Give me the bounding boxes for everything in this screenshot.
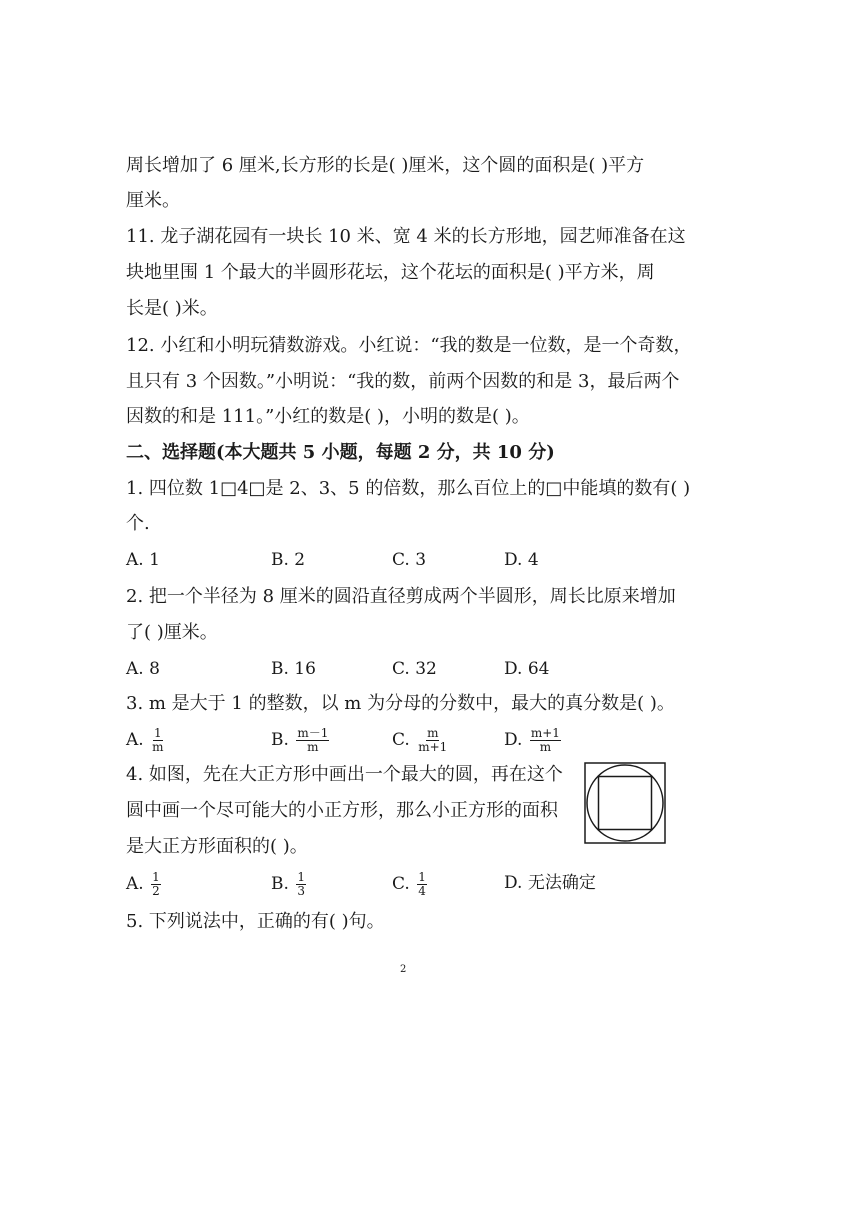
option-a: A. 1 bbox=[126, 550, 160, 570]
option-a: A. 8 bbox=[126, 659, 160, 679]
choice-question-2: 了( )厘米。 bbox=[126, 622, 218, 643]
question-11-line: 11. 龙子湖花园有一块长 10 米、宽 4 米的长方形地，园艺师准备在这 bbox=[126, 226, 686, 247]
option-label: A. bbox=[126, 730, 144, 750]
numerator: m+1 bbox=[530, 726, 560, 740]
fraction bbox=[151, 871, 161, 898]
question-12-line: 且只有 3 个因数。”小明说：“我的数，前两个因数的和是 3，最后两个 bbox=[126, 371, 680, 392]
option-d bbox=[504, 727, 561, 754]
option-a bbox=[126, 871, 161, 898]
numerator: m－1 bbox=[297, 726, 329, 740]
option-b: B. 16 bbox=[271, 659, 316, 679]
small-square bbox=[599, 777, 652, 830]
choice-question-4: 圆中画一个尽可能大的小正方形，那么小正方形的面积 bbox=[126, 800, 558, 821]
choice-question-1: 1. 四位数 1□4□是 2、3、5 的倍数，那么百位上的□中能填的数有( ) bbox=[126, 478, 691, 499]
denominator: m bbox=[539, 740, 552, 754]
question-11-line: 块地里围 1 个最大的半圆形花坛，这个花坛的面积是( )平方米，周 bbox=[126, 262, 655, 283]
section-heading: 二、选择题(本大题共 5 小题，每题 2 分，共 10 分) bbox=[126, 442, 555, 463]
question-11-line: 长是( )米。 bbox=[126, 298, 218, 319]
question-text-line: 周长增加了 6 厘米,长方形的长是( )厘米，这个圆的面积是( )平方 bbox=[126, 155, 645, 176]
choice-question-5: 5. 下列说法中，正确的有( )句。 bbox=[126, 911, 385, 932]
option-label: D. bbox=[504, 730, 523, 750]
option-label: C. bbox=[392, 730, 410, 750]
option-b bbox=[271, 871, 306, 898]
fraction bbox=[417, 727, 448, 754]
numerator: 1 bbox=[152, 870, 160, 884]
option-label: A. bbox=[126, 874, 144, 894]
option-d: D. 4 bbox=[504, 550, 539, 570]
option-a bbox=[126, 727, 164, 754]
denominator: m bbox=[152, 740, 164, 754]
option-c bbox=[392, 871, 427, 898]
choice-question-3: 3. m 是大于 1 的整数，以 m 为分母的分数中，最大的真分数是( )。 bbox=[126, 693, 675, 714]
option-b bbox=[271, 727, 329, 754]
page-number: 2 bbox=[400, 964, 407, 975]
numerator: 1 bbox=[418, 870, 426, 884]
option-c bbox=[392, 727, 448, 754]
denominator: m+1 bbox=[418, 740, 448, 754]
option-c: C. 32 bbox=[392, 659, 437, 679]
denominator: 2 bbox=[152, 884, 160, 898]
question-12-line: 12. 小红和小明玩猜数游戏。小红说：“我的数是一位数，是一个奇数， bbox=[126, 335, 692, 356]
numerator: 1 bbox=[153, 726, 162, 740]
numerator: 1 bbox=[297, 870, 305, 884]
option-c: C. 3 bbox=[392, 550, 427, 570]
choice-question-4: 4. 如图，先在大正方形中画出一个最大的圆，再在这个 bbox=[126, 764, 563, 785]
option-d: D. 64 bbox=[504, 659, 550, 679]
question-12-line: 因数的和是 111。”小红的数是( )，小明的数是( )。 bbox=[126, 406, 530, 427]
square-circle-figure bbox=[584, 762, 666, 844]
option-d: D. 无法确定 bbox=[504, 873, 596, 893]
choice-question-2: 2. 把一个半径为 8 厘米的圆沿直径剪成两个半圆形，周长比原来增加 bbox=[126, 586, 676, 607]
numerator: m bbox=[427, 726, 439, 740]
choice-question-4: 是大正方形面积的( )。 bbox=[126, 836, 308, 857]
fraction bbox=[151, 727, 164, 754]
fraction bbox=[296, 871, 306, 898]
large-square bbox=[585, 763, 665, 843]
denominator: 3 bbox=[297, 884, 305, 898]
fraction bbox=[296, 727, 329, 754]
option-label: B. bbox=[271, 730, 289, 750]
option-b: B. 2 bbox=[271, 550, 306, 570]
denominator: m bbox=[307, 740, 319, 754]
option-label: C. bbox=[392, 874, 410, 894]
question-text-line: 厘米。 bbox=[126, 190, 180, 211]
option-label: B. bbox=[271, 874, 289, 894]
denominator: 4 bbox=[418, 884, 426, 898]
fraction bbox=[530, 727, 561, 754]
choice-question-1: 个. bbox=[126, 513, 150, 534]
fraction bbox=[417, 871, 427, 898]
